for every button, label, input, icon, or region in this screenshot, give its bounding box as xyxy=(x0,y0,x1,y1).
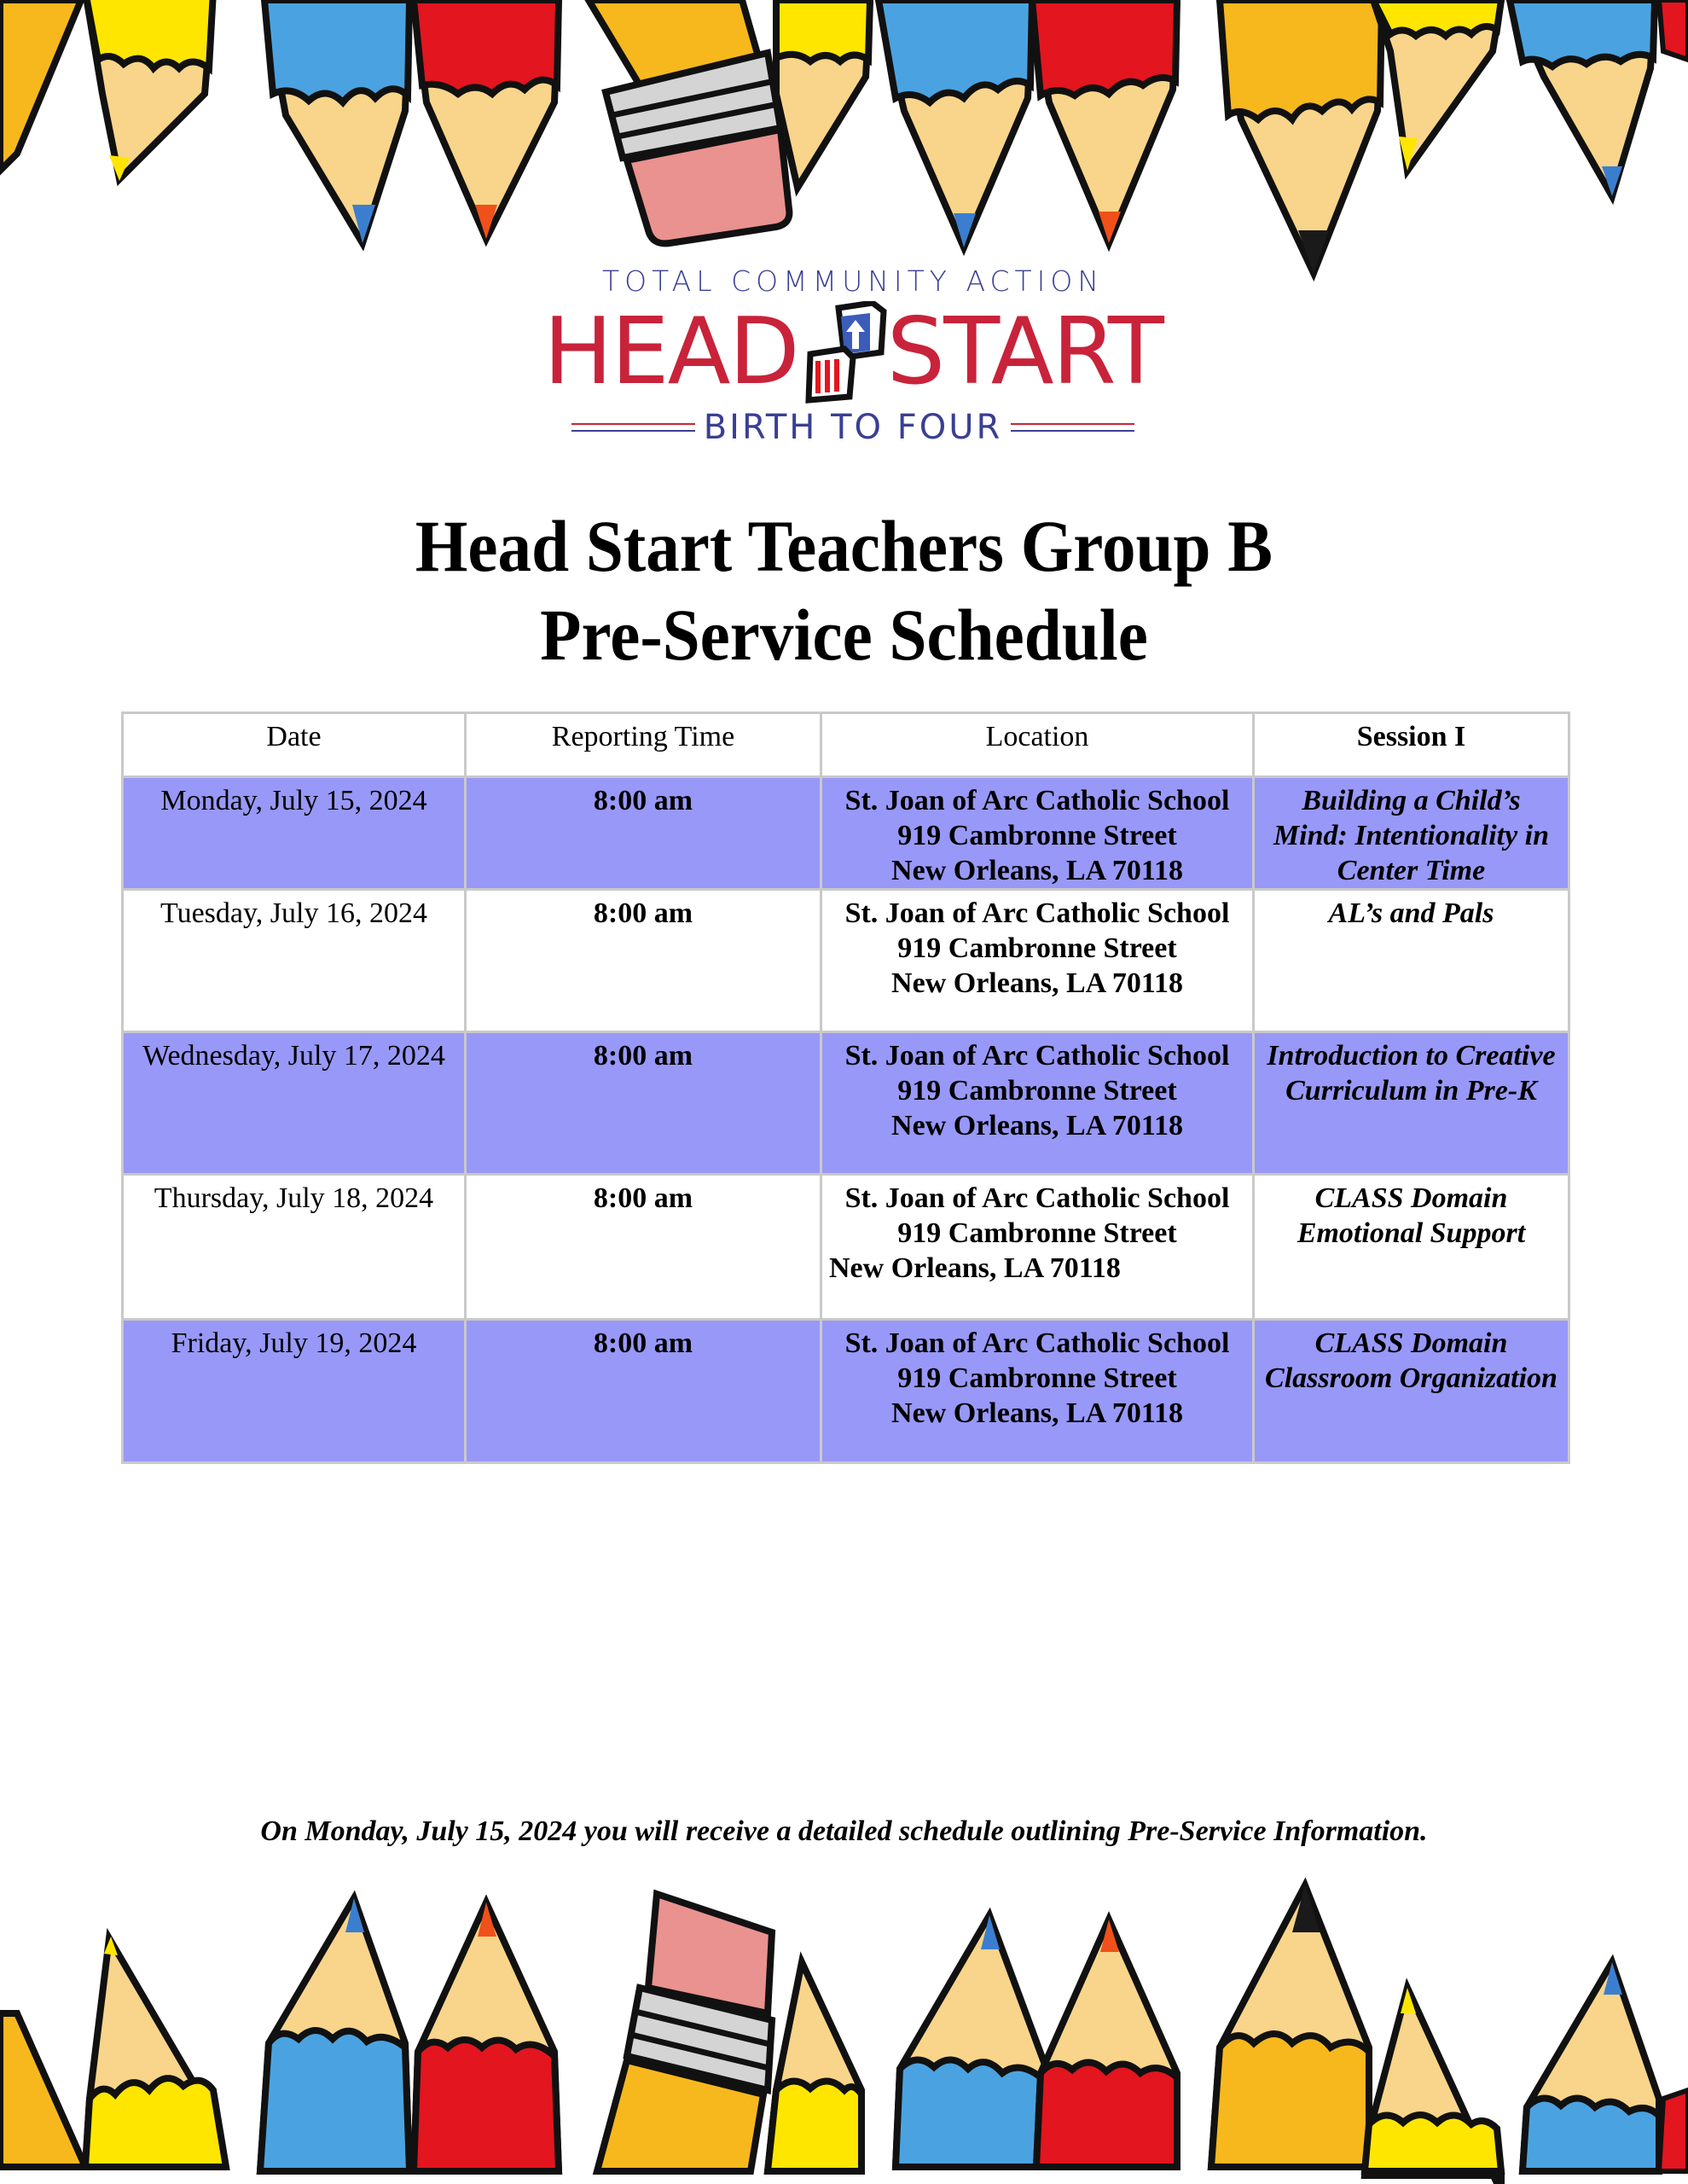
cell-session: AL’s and Pals xyxy=(1254,890,1569,1032)
location-city: New Orleans, LA 70118 xyxy=(891,855,1183,886)
table-row xyxy=(123,890,1569,1032)
pencil-border-icon xyxy=(0,0,1688,282)
cell-time: 8:00 am xyxy=(466,1175,821,1320)
location-name: St. Joan of Arc Catholic School xyxy=(844,1040,1230,1072)
cell-session: CLASS Domain Classroom Organization xyxy=(1254,1320,1569,1463)
location-city: New Orleans, LA 70118 xyxy=(891,1110,1183,1141)
location-name: St. Joan of Arc Catholic School xyxy=(844,785,1230,816)
pencil-border-bottom xyxy=(0,1860,1688,2184)
logo-wordmark xyxy=(478,299,1228,405)
table-row xyxy=(123,1320,1569,1463)
location-street: 919 Cambronne Street xyxy=(897,1217,1177,1249)
location-street: 919 Cambronne Street xyxy=(897,1075,1177,1107)
schedule-table xyxy=(121,712,1570,1464)
footnote: On Monday, July 15, 2024 you will receive a detailed schedule outlining Pre-Service Information. xyxy=(260,1815,1428,1847)
column-header-location: Location xyxy=(821,713,1254,777)
logo-tagline: TOTAL COMMUNITY ACTION xyxy=(601,264,1105,298)
head-start-logo xyxy=(478,264,1228,452)
cell-session: Building a Child’s Mind: Intentionality in Center Time xyxy=(1254,777,1569,890)
logo-rule-left xyxy=(571,423,695,432)
pencil-border-icon xyxy=(0,1860,1688,2184)
logo-word-start: START xyxy=(886,299,1163,405)
location-street: 919 Cambronne Street xyxy=(897,820,1177,851)
location-street: 919 Cambronne Street xyxy=(897,932,1177,964)
location-name: St. Joan of Arc Catholic School xyxy=(844,897,1230,929)
logo-subtitle-row xyxy=(478,408,1228,447)
cell-location xyxy=(821,890,1254,1032)
table-header-row xyxy=(123,713,1569,777)
cell-location xyxy=(821,1320,1254,1463)
column-header-time: Reporting Time xyxy=(466,713,821,777)
cell-date: Monday, July 15, 2024 xyxy=(123,777,466,890)
page-title-line2: Pre-Service Schedule xyxy=(540,594,1148,676)
logo-word-head: HEAD xyxy=(543,299,798,405)
cell-session: CLASS Domain Emotional Support xyxy=(1254,1175,1569,1320)
pencil-border-top xyxy=(0,0,1688,282)
page-title xyxy=(67,502,1621,679)
table-row xyxy=(123,1175,1569,1320)
location-city: New Orleans, LA 70118 xyxy=(891,1397,1183,1429)
cell-time: 8:00 am xyxy=(466,1032,821,1175)
cell-date: Tuesday, July 16, 2024 xyxy=(123,890,466,1032)
page-title-line1: Head Start Teachers Group B xyxy=(415,505,1273,587)
cell-date: Friday, July 19, 2024 xyxy=(123,1320,466,1463)
table-row xyxy=(123,777,1569,890)
column-header-date: Date xyxy=(123,713,466,777)
cell-session: Introduction to Creative Curriculum in Pre-K xyxy=(1254,1032,1569,1175)
location-city: New Orleans, LA 70118 xyxy=(829,1252,1121,1284)
cell-location xyxy=(821,1032,1254,1175)
location-city: New Orleans, LA 70118 xyxy=(891,967,1183,999)
logo-subtitle: BIRTH TO FOUR xyxy=(703,408,1003,447)
cell-time: 8:00 am xyxy=(466,890,821,1032)
location-name: St. Joan of Arc Catholic School xyxy=(844,1327,1230,1359)
cell-time: 8:00 am xyxy=(466,777,821,890)
table-row xyxy=(123,1032,1569,1175)
cell-date: Wednesday, July 17, 2024 xyxy=(123,1032,466,1175)
cell-location xyxy=(821,1175,1254,1320)
logo-rule-right xyxy=(1011,423,1134,432)
toy-blocks-icon xyxy=(792,301,894,404)
column-header-session: Session I xyxy=(1254,713,1569,777)
location-street: 919 Cambronne Street xyxy=(897,1362,1177,1394)
location-name: St. Joan of Arc Catholic School xyxy=(844,1182,1230,1214)
cell-time: 8:00 am xyxy=(466,1320,821,1463)
cell-location xyxy=(821,777,1254,890)
cell-date: Thursday, July 18, 2024 xyxy=(123,1175,466,1320)
